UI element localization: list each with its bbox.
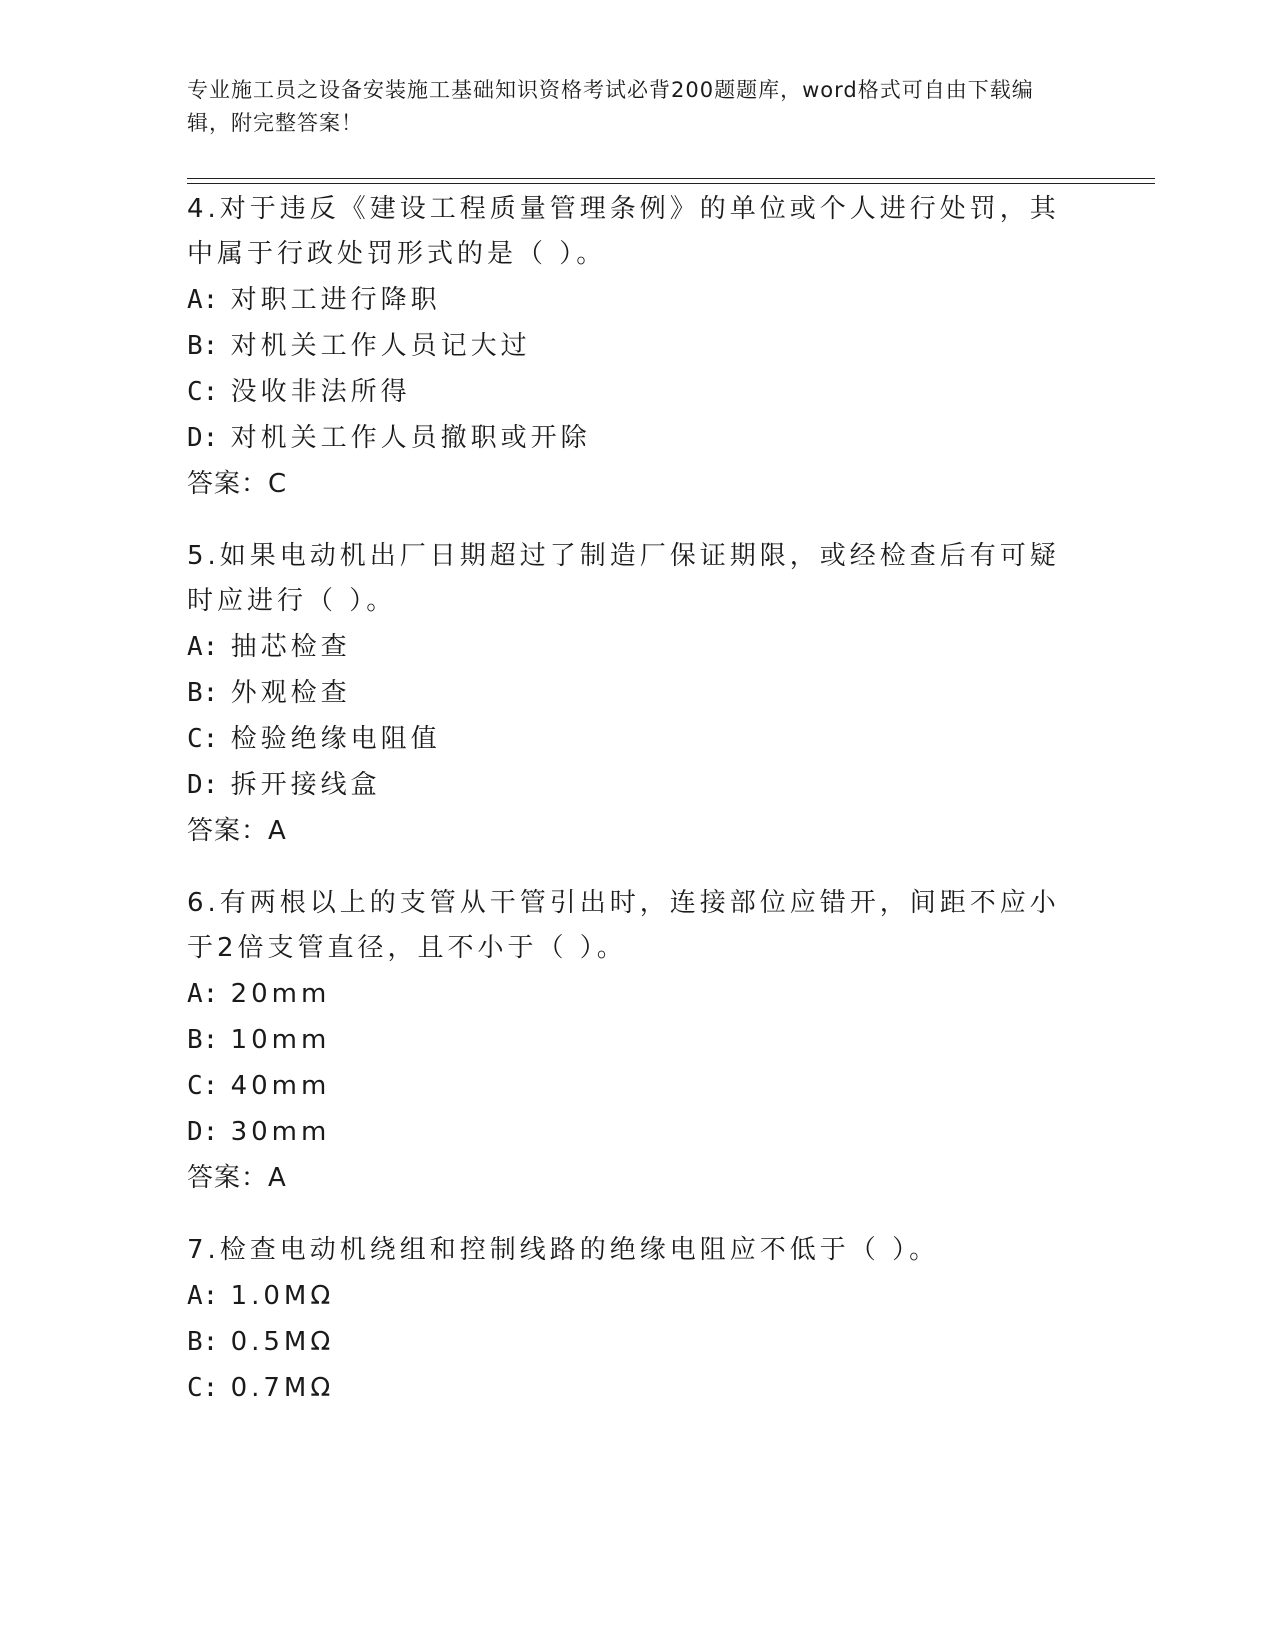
question-text: 6.有两根以上的支管从干管引出时，连接部位应错开，间距不应小于2倍支管直径，且不小于（ ）。 [187,888,1060,963]
option-letter: B: [187,1025,219,1055]
question-text: 7.检查电动机绕组和控制线路的绝缘电阻应不低于（ ）。 [187,1235,940,1265]
header-divider-top [187,178,1155,179]
option-letter: A: [187,285,219,315]
option-text: 检验绝缘电阻值 [230,724,441,754]
option-letter: A: [187,979,219,1009]
option-text: 1.0MΩ [230,1281,335,1311]
option-a [187,624,1087,670]
option-d [187,1109,1087,1155]
question-4 [187,187,1087,507]
question-6 [187,881,1087,1201]
option-text: 0.7MΩ [230,1373,335,1403]
option-b [187,670,1087,716]
option-text: 对机关工作人员记大过 [230,331,531,361]
question-list [187,187,1087,1438]
question-5 [187,534,1087,854]
option-c [187,1365,1087,1411]
question-text: 4.对于违反《建设工程质量管理条例》的单位或个人进行处罚，其中属于行政处罚形式的是（ ）。 [187,194,1060,269]
option-a [187,971,1087,1017]
option-c [187,716,1087,762]
option-text: 抽芯检查 [230,632,351,662]
option-b [187,323,1087,369]
option-c [187,1063,1087,1109]
option-letter: A: [187,1281,219,1311]
option-letter: B: [187,331,219,361]
question-text: 5.如果电动机出厂日期超过了制造厂保证期限，或经检查后有可疑时应进行（ ）。 [187,541,1060,616]
answer-line: 答案：A [187,1163,287,1193]
option-letter: C: [187,1071,219,1101]
option-letter: C: [187,724,219,754]
option-text: 40mm [230,1071,331,1101]
option-b [187,1017,1087,1063]
option-text: 10mm [230,1025,331,1055]
option-a [187,277,1087,323]
option-a [187,1273,1087,1319]
answer-line: 答案：C [187,469,288,499]
option-text: 外观检查 [230,678,351,708]
option-letter: A: [187,632,219,662]
option-letter: C: [187,1373,219,1403]
answer-line: 答案：A [187,816,287,846]
question-7 [187,1228,1087,1411]
option-letter: D: [187,770,219,800]
document-title: 专业施工员之设备安装施工基础知识资格考试必背200题题库，word格式可自由下载编辑，附完整答案！ [187,78,1034,135]
option-letter: B: [187,678,219,708]
option-text: 对职工进行降职 [230,285,441,315]
option-text: 没收非法所得 [230,377,411,407]
option-c [187,369,1087,415]
option-letter: D: [187,423,219,453]
option-text: 拆开接线盒 [230,770,381,800]
header-divider-bottom [187,183,1155,184]
option-letter: B: [187,1327,219,1357]
option-text: 30mm [230,1117,331,1147]
option-text: 0.5MΩ [230,1327,335,1357]
option-d [187,415,1087,461]
option-text: 20mm [230,979,331,1009]
option-letter: D: [187,1117,219,1147]
option-letter: C: [187,377,219,407]
option-d [187,762,1087,808]
option-text: 对机关工作人员撤职或开除 [230,423,591,453]
option-b [187,1319,1087,1365]
